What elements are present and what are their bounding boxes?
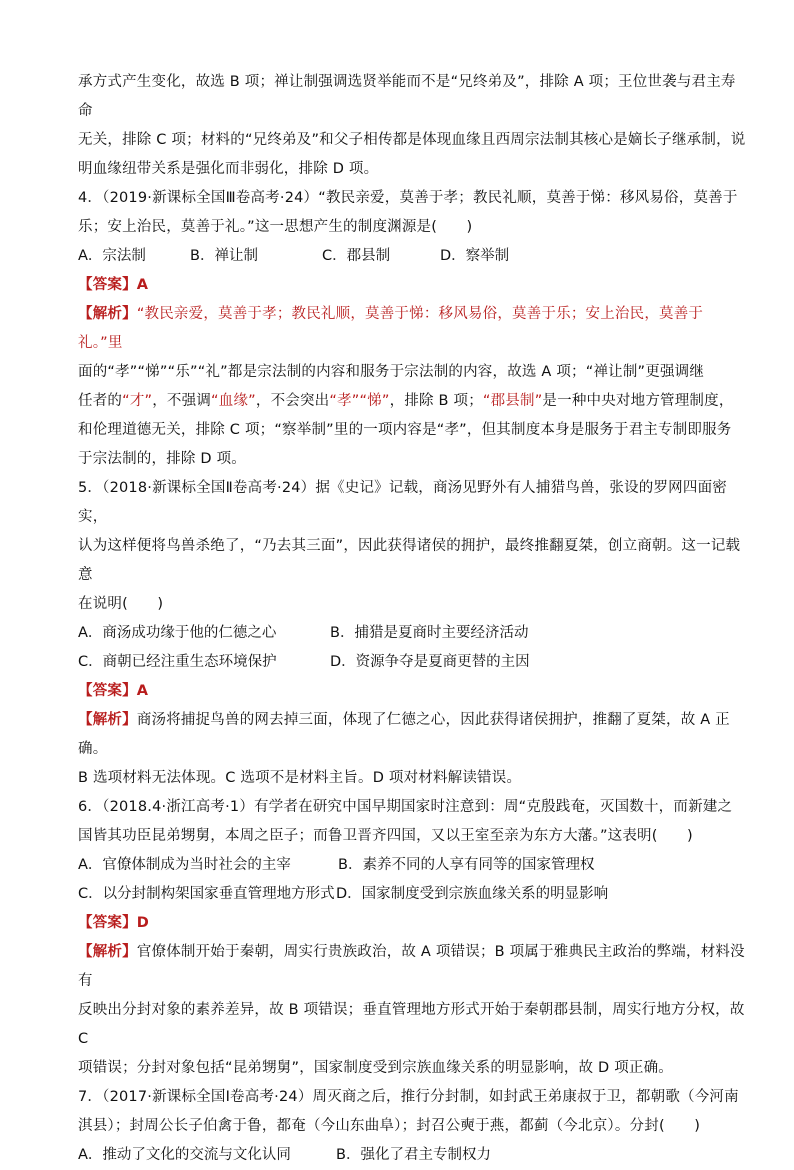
q4-explanation-quote: “教民亲爱，莫善于孝；教民礼顺，莫善于悌：移风易俗，莫善于乐；安上治民，莫善于礼。”里 <box>78 306 704 351</box>
q5-answer: 【答案】A <box>78 683 149 699</box>
q5-option-b: B．捕猎是夏商时主要经济活动 <box>330 625 529 641</box>
q6-explanation-line-3: 项错误；分封对象包括“昆弟甥舅”，国家制度受到宗族血缘关系的明显影响，故 D 项正确。 <box>78 1060 674 1076</box>
q6-stem-line-1: 6．（2018.4·浙江高考·1）有学者在研究中国早期国家时注意到：周“克殷践奄，灭国数十，而新建之 <box>78 799 733 815</box>
q6-answer: 【答案】D <box>78 915 150 931</box>
q4-option-c: C．郡县制 <box>322 248 391 264</box>
q6-stem-line-2: 国皆其功臣昆弟甥舅，本周之臣子；而鲁卫晋齐四国，又以王室至亲为东方大藩。”这表明( ) <box>78 828 693 844</box>
q7-stem-line-2: 淇县）；封周公长子伯禽于鲁，都奄（今山东曲阜）；封召公奭于燕，都蓟（今北京）。分封( ) <box>78 1118 701 1134</box>
q4-exp-seg: ，不强调 <box>152 393 212 409</box>
q4-answer: 【答案】A <box>78 277 149 293</box>
q5-options-row-2 <box>78 648 746 677</box>
q4-exp-highlight: “孝”“悌” <box>329 393 390 409</box>
q4-exp-highlight: “郡县制” <box>482 393 543 409</box>
q6-option-a: A．官僚体制成为当时社会的主宰 <box>78 857 291 873</box>
q5-stem-line-1: 5．（2018·新课标全国Ⅱ卷高考·24）据《史记》记载，商汤见野外有人捕猎鸟兽，张设的罗网四面密实， <box>78 480 727 525</box>
q4-exp-seg: ，排除 B 项； <box>389 393 483 409</box>
q4-explanation-line-1 <box>78 300 746 358</box>
q4-stem-line-1: 4．（2019·新课标全国Ⅲ卷高考·24）“教民亲爱，莫善于孝；教民礼顺，莫善于悌：移风易俗，莫善于 <box>78 190 738 206</box>
q4-explanation-line-4: 和伦理道德无关，排除 C 项；“察举制”里的一项内容是“孝”，但其制度本身是服务于君主专制即服务 <box>78 422 732 438</box>
q5-option-c: C．商朝已经注重生态环境保护 <box>78 654 277 670</box>
q4-exp-highlight: “血缘” <box>211 393 256 409</box>
q4-explanation-label: 【解析】 <box>78 306 137 322</box>
q6-explanation-line-2: 反映出分封对象的素养差异，故 B 项错误；垂直管理地方形式开始于秦朝郡县制，周实行地方分权，故 C <box>78 1002 745 1047</box>
q6-explanation-text: 官僚体制开始于秦朝，周实行贵族政治，故 A 项错误；B 项属于雅典民主政治的弊端，材料没有 <box>78 944 745 989</box>
q4-exp-highlight: “才” <box>122 393 153 409</box>
q4-exp-seg: 任者的 <box>78 393 123 409</box>
q4-options <box>78 242 746 271</box>
q4-option-b: B．禅让制 <box>190 248 258 264</box>
q7-option-b: B．强化了君主专制权力 <box>336 1147 491 1163</box>
q5-stem-line-3: 在说明( ) <box>78 596 164 612</box>
intro-line-1: 承方式产生变化，故选 B 项；禅让制强调选贤举能而不是“兄终弟及”，排除 A 项；王位世袭与君主寿命 <box>78 74 736 119</box>
q7-options-row-1 <box>78 1141 746 1170</box>
q5-explanation-label: 【解析】 <box>78 712 137 728</box>
q6-option-c: C．以分封制构架国家垂直管理地方形式 <box>78 886 335 902</box>
q6-options-row-2 <box>78 880 746 909</box>
q4-exp-seg: ，不会突出 <box>255 393 330 409</box>
q5-explanation-text: 商汤将捕捉鸟兽的网去掉三面，体现了仁德之心，因此获得诸侯拥护，推翻了夏桀，故 A 正确。 <box>78 712 730 757</box>
q4-explanation-line-5: 于宗法制的，排除 D 项。 <box>78 451 246 467</box>
q4-option-a: A．宗法制 <box>78 248 146 264</box>
q5-explanation-line-2: B 选项材料无法体现。C 选项不是材料主旨。D 项对材料解读错误。 <box>78 770 522 786</box>
q6-explanation-line-1 <box>78 938 746 996</box>
q6-option-b: B．素养不同的人享有同等的国家管理权 <box>338 857 595 873</box>
q4-option-d: D．察举制 <box>440 248 510 264</box>
q5-options-row-1 <box>78 619 746 648</box>
intro-line-2: 无关，排除 C 项；材料的“兄终弟及”和父子相传都是体现血缘且西周宗法制其核心是嫡长子继承制，说 <box>78 132 746 148</box>
q4-explanation-line-2: 面的“孝”“悌”“乐”“礼”都是宗法制的内容和服务于宗法制的内容，故选 A 项；“禅让制”更强调继 <box>78 364 705 380</box>
q6-explanation-label: 【解析】 <box>78 944 137 960</box>
q5-explanation-line-1 <box>78 706 746 764</box>
q4-stem-line-2: 乐；安上治民，莫善于礼。”这一思想产生的制度渊源是( ) <box>78 219 473 235</box>
q6-options-row-1 <box>78 851 746 880</box>
q5-option-a: A．商汤成功缘于他的仁德之心 <box>78 625 277 641</box>
q4-explanation-line-3 <box>78 387 746 416</box>
q5-option-d: D．资源争夺是夏商更替的主因 <box>330 654 530 670</box>
q7-stem-line-1: 7．（2017·新课标全国Ⅰ卷高考·24）周灭商之后，推行分封制，如封武王弟康叔于卫，都朝歌（今河南 <box>78 1089 739 1105</box>
intro-line-3: 明血缘纽带关系是强化而非弱化，排除 D 项。 <box>78 161 379 177</box>
q7-option-a: A．推动了文化的交流与文化认同 <box>78 1147 291 1163</box>
q6-option-d: D．国家制度受到宗族血缘关系的明显影响 <box>336 886 609 902</box>
q4-exp-seg: 是一种中央对地方管理制度， <box>542 393 734 409</box>
q5-stem-line-2: 认为这样便将鸟兽杀绝了，“乃去其三面”，因此获得诸侯的拥护，最终推翻夏桀，创立商朝。这一记载意 <box>78 538 741 583</box>
